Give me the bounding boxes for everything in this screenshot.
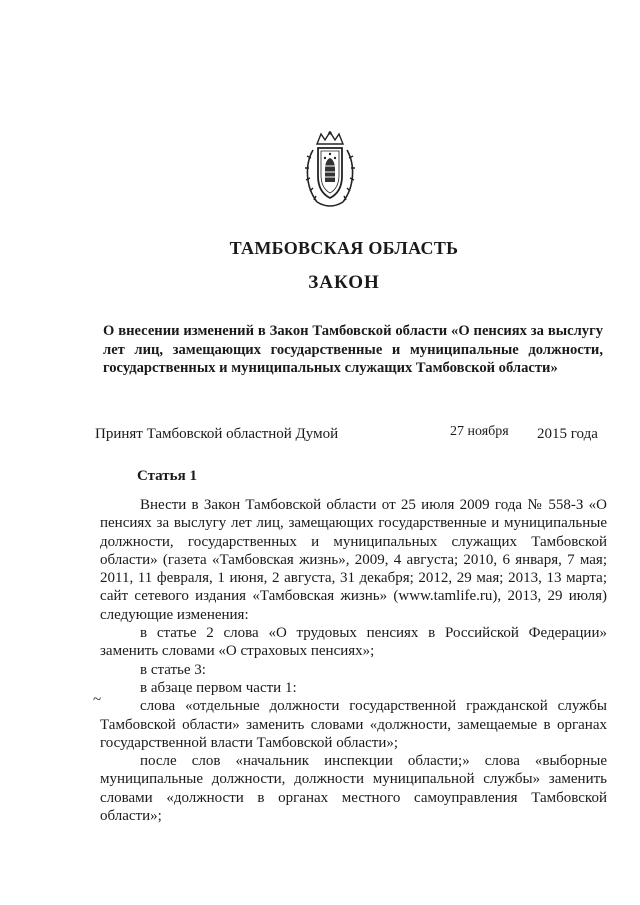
article-heading: Статья 1 xyxy=(137,468,197,484)
article-paragraph: в статье 3: xyxy=(140,661,206,678)
adoption-year: 2015 года xyxy=(537,426,598,442)
adoption-date: 27 ноября xyxy=(450,424,509,439)
law-title: О внесении изменений в Закон Тамбовской области «О пенсиях за выслугу лет лиц, замещающих государственные и муниципальные должности, государственных и муниципальных служащих Тамбовской области» xyxy=(103,323,603,376)
article-paragraph: Внести в Закон Тамбовской области от 25 июля 2009 года № 558-З «О пенсиях за выслугу лет лиц, замещающих государственные и муниципальные должности, государственных и муниципальных служащих Тамбовской области» (газета «Тамбовская жизнь», 2009, 4 августа; 2010, 6 января, 7 мая; 2011, 11 февраля, 1 июня, 2 августа, 31 декабря; 2012, 29 мая; 2013, 13 марта; сайт сетевого издания «Тамбовская жизнь» (www.tamlife.ru), 2013, 29 июля) следующие изменения: xyxy=(100,497,607,623)
coat-of-arms-icon xyxy=(303,130,357,210)
article-body xyxy=(100,496,607,825)
margin-mark: ~ xyxy=(93,692,102,708)
adoption-text: Принят Тамбовской областной Думой xyxy=(95,426,339,442)
region-heading: ТАМБОВСКАЯ ОБЛАСТЬ xyxy=(229,238,459,258)
article-paragraph: слова «отдельные должности государственной гражданской службы Тамбовской области» заменить словами «должности, замещаемые в органах государственной власти Тамбовской области»; xyxy=(100,698,607,751)
article-paragraph: в абзаце первом части 1: xyxy=(140,679,297,696)
article-paragraph: после слов «начальник инспекции области;» слова «выборные муниципальные должности, должности муниципальной службы» заменить словами «должности в органах местного самоуправления Тамбовской области»; xyxy=(100,753,607,825)
article-paragraph: в статье 2 слова «О трудовых пенсиях в Российской Федерации» заменить словами «О страховых пенсиях»; xyxy=(100,625,607,660)
document-type-heading: ЗАКОН xyxy=(308,272,380,293)
